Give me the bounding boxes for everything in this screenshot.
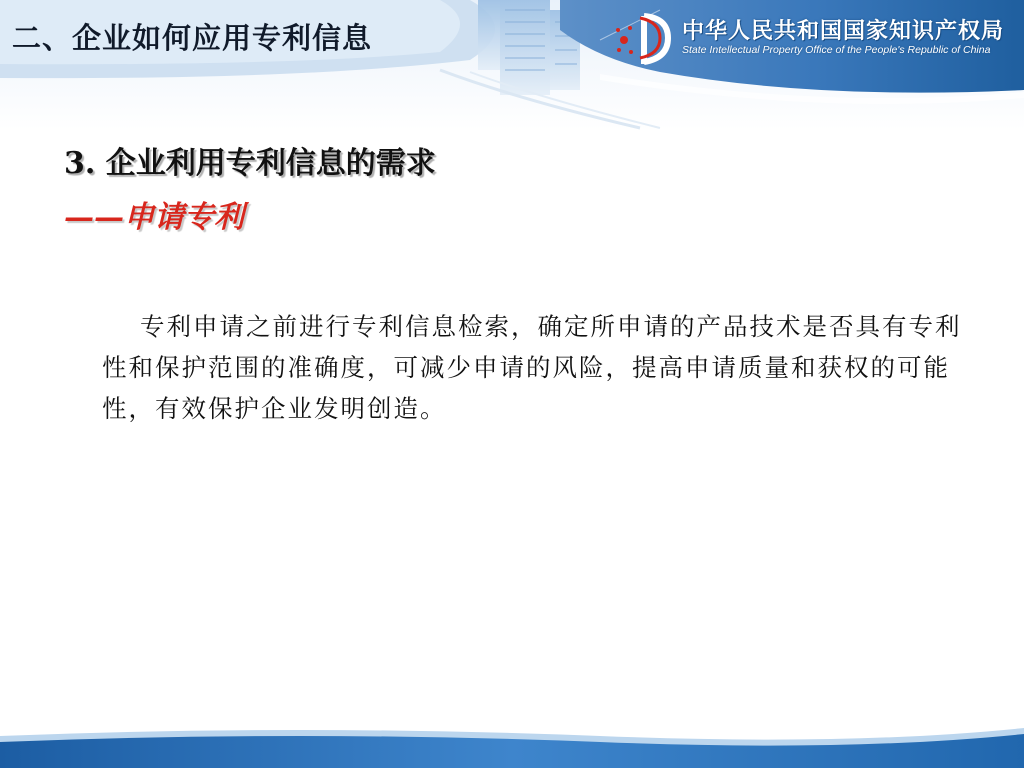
slide-heading: 3. 企业利用专利信息的需求	[64, 146, 436, 181]
sipo-logo	[610, 10, 1020, 70]
sipo-emblem-icon	[610, 10, 680, 70]
section-title: 二、企业如何应用专利信息	[12, 21, 373, 55]
logo-english-name: State Intellectual Property Office of the People's Republic of China	[682, 44, 991, 56]
header-banner	[0, 0, 1024, 130]
footer-band	[0, 710, 1024, 768]
body-paragraph: 专利申请之前进行专利信息检索，确定所申请的产品技术是否具有专利性和保护范围的准确度，可减少申请的风险，提高申请质量和获权的可能性，有效保护企业发明创造。	[102, 312, 962, 423]
logo-chinese-name: 中华人民共和国国家知识产权局	[682, 19, 1005, 44]
slide-subheading: ——申请专利	[64, 200, 244, 235]
